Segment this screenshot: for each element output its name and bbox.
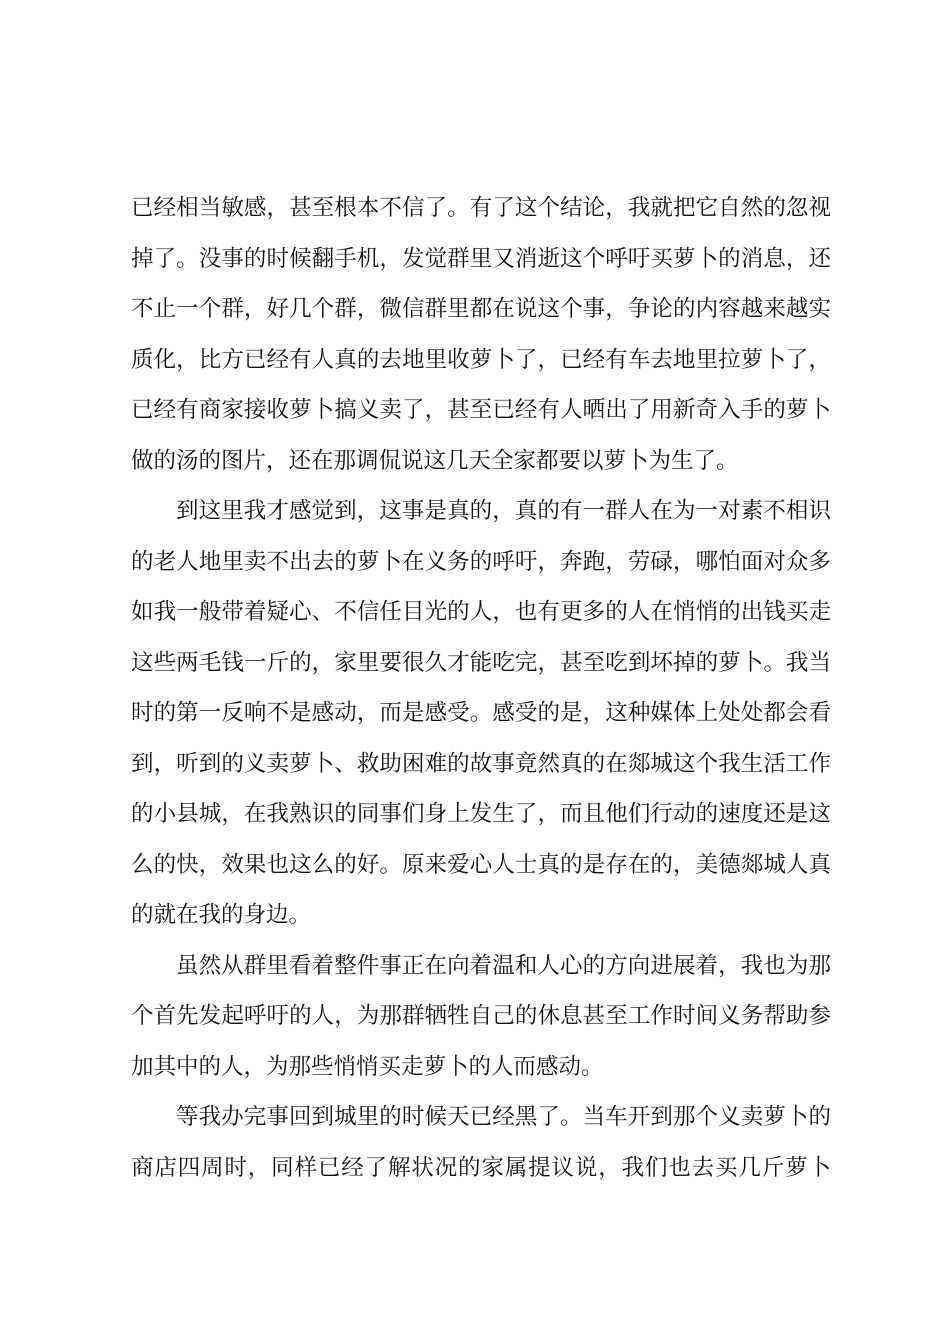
text-line: 到，听到的义卖萝卜、救助困难的故事竟然真的在郯城这个我生活工作 bbox=[131, 750, 831, 777]
text-line: 如我一般带着疑心、不信任目光的人，也有更多的人在悄悄的出钱买走 bbox=[131, 599, 831, 625]
text-line: 不止一个群，好几个群，微信群里都在说这个事，争论的内容越来越实 bbox=[131, 296, 831, 322]
text-line: 质化，比方已经有人真的去地里收萝卜了，已经有车去地里拉萝卜了， bbox=[131, 346, 831, 373]
paragraph-1 bbox=[131, 183, 831, 486]
text-line: 虽然从群里看着整件事正在向着温和人心的方向进展着，我也为那 bbox=[176, 952, 831, 979]
text-line: 么的快，效果也这么的好。原来爱心人士真的是存在的，美德郯城人真 bbox=[131, 851, 831, 878]
text-line: 已经相当敏感，甚至根本不信了。有了这个结论，我就把它自然的忽视 bbox=[131, 195, 831, 221]
text-line: 到这里我才感觉到，这事是真的，真的有一群人在为一对素不相识 bbox=[176, 498, 831, 524]
text-line: 商店四周时，同样已经了解状况的家属提议说，我们也去买几斤萝卜 bbox=[131, 1154, 831, 1181]
text-line: 加其中的人，为那些悄悄买走萝卜的人而感动。 bbox=[131, 1053, 604, 1080]
text-line: 个首先发起呼吁的人，为那群牺牲自己的休息甚至工作时间义务帮助参 bbox=[131, 1003, 831, 1029]
text-line: 的就在我的身边。 bbox=[131, 902, 312, 928]
text-line: 做的汤的图片，还在那调侃说这几天全家都要以萝卜为生了。 bbox=[131, 447, 739, 474]
paragraph-2 bbox=[131, 486, 831, 941]
text-line: 掉了。没事的时候翻手机，发觉群里又消逝这个呼吁买萝卜的消息，还 bbox=[131, 245, 831, 272]
text-line: 的小县城，在我熟识的同事们身上发生了，而且他们行动的速度还是这 bbox=[131, 801, 831, 827]
text-line: 等我办完事回到城里的时候天已经黑了。当车开到那个义卖萝卜的 bbox=[176, 1104, 831, 1130]
text-line: 已经有商家接收萝卜搞义卖了，甚至已经有人晒出了用新奇入手的萝卜 bbox=[131, 397, 831, 423]
text-line: 的老人地里卖不出去的萝卜在义务的呼吁，奔跑，劳碌，哪怕面对众多 bbox=[131, 548, 831, 575]
body-text bbox=[131, 183, 831, 1193]
text-line: 时的第一反响不是感动，而是感受。感受的是，这种媒体上处处都会看 bbox=[131, 700, 831, 726]
text-line: 这些两毛钱一斤的，家里要很久才能吃完，甚至吃到坏掉的萝卜。我当 bbox=[131, 649, 831, 676]
paragraph-3 bbox=[131, 941, 831, 1093]
paragraph-4 bbox=[131, 1092, 831, 1193]
